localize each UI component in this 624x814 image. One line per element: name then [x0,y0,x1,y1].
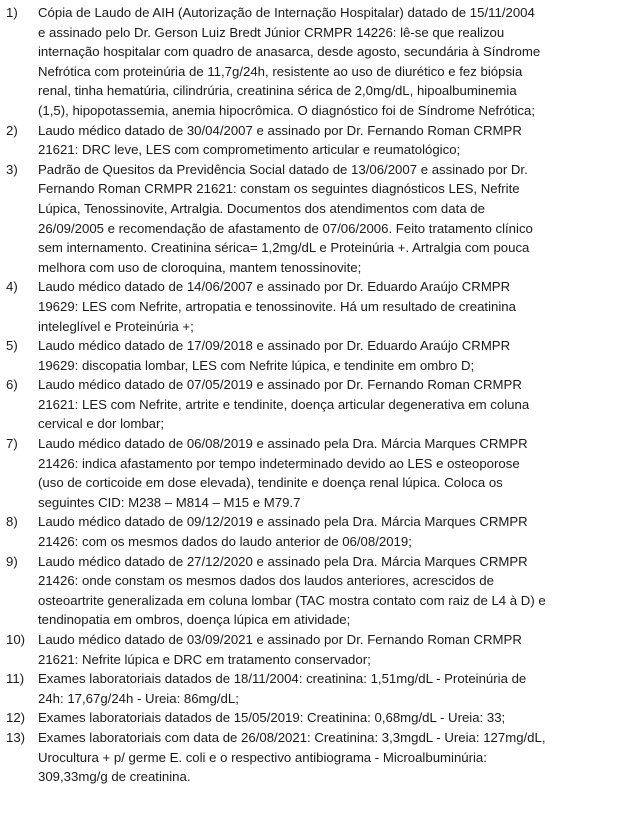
list-item-number: 2) [6,122,18,138]
list-item-number: 9) [6,553,18,569]
list-item [0,669,624,708]
list-item-text: Cópia de Laudo de AIH (Autorização de Internação Hospitalar) datado de 15/11/2004 e assinado pelo Dr. Gerson Luiz Bredt Júnior CRMPR 14226: lê-se que realizou internação hospitalar com quadro de anasarca, desde agosto, secundária à Síndrome Nefrótica com proteinúria de 11,7g/24h, resistente ao uso de diurético e fez biópsia renal, tinha hematúria, cilindrúria, creatinina sérica de 2,0mg/dL, hipoalbuminemia (1,5), hipopotassemia, anemia hipocrômica. O diagnóstico foi de Síndrome Nefrótica; [38,5,541,118]
list-item-number: 3) [6,161,18,177]
list-item-text: Laudo médico datado de 27/12/2020 e assinado pela Dra. Márcia Marques CRMPR 21426: onde constam os mesmos dados dos laudos anteriores, acrescidos de osteoartrite generalizada em coluna lombar (TAC mostra contato com raiz de L4 à D) e tendinopatia em ombros, doença lúpica em atividade; [38,553,546,628]
list-item-text: Exames laboratoriais datados de 18/11/2004: creatinina: 1,51mg/dL - Proteinúria de 24h: 17,67g/24h - Ureia: 86mg/dL; [38,671,527,706]
list-item-text: Exames laboratoriais datados de 15/05/2019: Creatinina: 0,68mg/dL - Ureia: 33; [38,710,506,726]
list-item-number: 10) [6,632,26,647]
list-item [0,630,624,669]
list-item-text: Laudo médico datado de 06/08/2019 e assinado pela Dra. Márcia Marques CRMPR 21426: indica afastamento por tempo indeterminado devido ao LES e osteoporose (uso de corticoide em dose elevada), tendinite e doença renal lúpica. Coloca os seguintes CID: M238 – M814 – M15 e M79.7 [38,436,528,510]
list-item-text: Laudo médico datado de 03/09/2021 e assinado por Dr. Fernando Roman CRMPR 21621: Nefrite lúpica e DRC em tratamento conservador; [38,632,522,667]
list-item [0,728,624,787]
list-item-text: Exames laboratoriais com data de 26/08/2021: Creatinina: 3,3mgdL - Ureia: 127mg/dL, Urocultura + p/ germe E. coli e o respectivo antibiograma - Microalbuminúria: 309,33mg/g de creatinina. [38,729,546,785]
list-item [0,277,624,336]
list-item-number: 5) [6,338,18,354]
list-item-number: 4) [6,279,18,295]
list-item-text: Padrão de Quesitos da Previdência Social datado de 13/06/2007 e assinado por Dr. Fernando Roman CRMPR 21621: constam os seguintes diagnósticos LES, Nefrite Lúpica, Tenossinovite, Artralgia. Documentos dos atendimentos com data de 26/09/2005 e recomendação de afastamento de 07/06/2006. Feito tratamento clínico sem internamento. Creatinina sérica= 1,2mg/dL e Proteinúria +. Artralgia com pouca melhora com uso de cloroquina, mantem tenossinovite; [38,161,533,275]
document-list [0,3,624,787]
list-item-text: Laudo médico datado de 09/12/2019 e assinado pela Dra. Márcia Marques CRMPR 21426: com os mesmos dados do laudo anterior de 06/08/2019; [38,514,528,550]
list-item [0,160,624,278]
list-item-number: 6) [6,377,18,393]
list-item [0,121,624,160]
list-item [0,512,624,551]
list-item-number: 12) [6,710,26,726]
list-item [0,552,624,630]
list-item-number: 1) [6,5,18,20]
list-item-text: Laudo médico datado de 14/06/2007 e assinado por Dr. Eduardo Araújo CRMPR 19629: LES com Nefrite, artropatia e tenossinovite. Há um resultado de creatinina inteleglível e Proteinúria +; [38,279,516,334]
list-item-text: Laudo médico datado de 30/04/2007 e assinado por Dr. Fernando Roman CRMPR 21621: DRC leve, LES com comprometimento articular e reumatológico; [38,122,522,158]
list-item [0,434,624,512]
list-item-number: 7) [6,436,18,452]
list-item-text: Laudo médico datado de 07/05/2019 e assinado por Dr. Fernando Roman CRMPR 21621: LES com Nefrite, artrite e tendinite, doença articular degenerativa em coluna cervical e dor lombar; [38,377,530,432]
list-item [0,708,624,728]
list-item [0,336,624,375]
list-item [0,3,624,121]
list-item-number: 13) [6,729,26,745]
list-item-number: 8) [6,514,18,530]
list-item [0,375,624,434]
list-item-text: Laudo médico datado de 17/09/2018 e assinado por Dr. Eduardo Araújo CRMPR 19629: discopatia lombar, LES com Nefrite lúpica, e tendinite em ombro D; [38,338,511,373]
list-item-number: 11) [6,671,25,687]
